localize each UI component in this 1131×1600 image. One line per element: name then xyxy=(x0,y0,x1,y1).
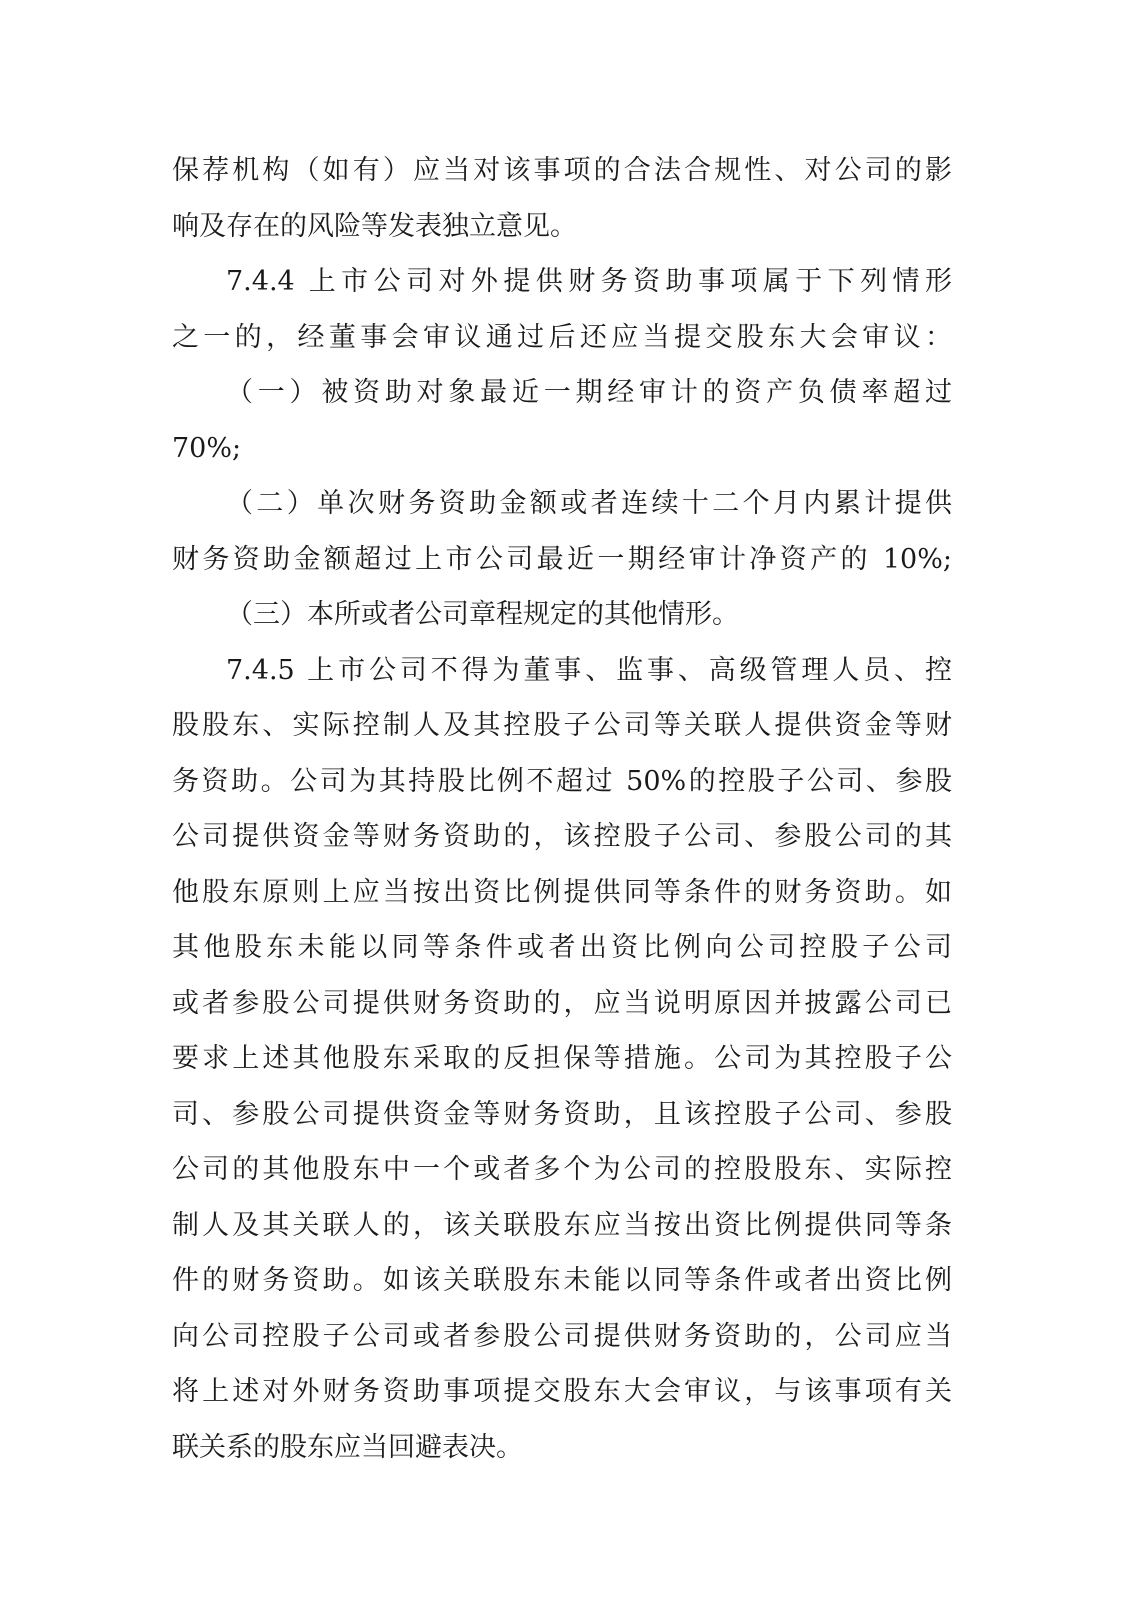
text-line: 股股东、实际控制人及其控股子公司等关联人提供资金等财 xyxy=(172,710,952,741)
text-line: 务资助。公司为其持股比例不超过 50%的控股子公司、参股 xyxy=(172,765,952,797)
text-line: 要求上述其他股东采取的反担保等措施。公司为其控股子公 xyxy=(172,1043,952,1074)
text-line: 7.4.5 上市公司不得为董事、监事、高级管理人员、控 xyxy=(226,654,952,686)
text-line: 其他股东未能以同等条件或者出资比例向公司控股子公司 xyxy=(172,932,952,963)
text-line: 司、参股公司提供资金等财务资助，且该控股子公司、参股 xyxy=(172,1098,952,1130)
text-line: 响及存在的风险等发表独立意见。 xyxy=(172,210,577,242)
text-line: 制人及其关联人的，该关联股东应当按出资比例提供同等条 xyxy=(172,1209,952,1241)
text-line: （三）本所或者公司章程规定的其他情形。 xyxy=(226,599,739,630)
text-line: 7.4.4 上市公司对外提供财务资助事项属于下列情形 xyxy=(226,266,952,297)
text-line: 或者参股公司提供财务资助的，应当说明原因并披露公司已 xyxy=(172,987,952,1019)
text-line: 之一的，经董事会审议通过后还应当提交股东大会审议： xyxy=(172,321,952,353)
text-line: （一）被资助对象最近一期经审计的资产负债率超过 xyxy=(226,377,952,408)
text-line: （二）单次财务资助金额或者连续十二个月内累计提供 xyxy=(226,488,952,519)
text-line: 保荐机构（如有）应当对该事项的合法合规性、对公司的影 xyxy=(172,155,952,186)
text-line: 公司提供资金等财务资助的，该控股子公司、参股公司的其 xyxy=(172,821,952,852)
text-line: 70%; xyxy=(172,432,242,464)
text-line: 件的财务资助。如该关联股东未能以同等条件或者出资比例 xyxy=(172,1265,952,1296)
text-line: 财务资助金额超过上市公司最近一期经审计净资产的 10%; xyxy=(172,543,952,575)
text-line: 公司的其他股东中一个或者多个为公司的控股股东、实际控 xyxy=(172,1154,952,1185)
text-line: 他股东原则上应当按出资比例提供同等条件的财务资助。如 xyxy=(172,876,952,908)
text-line: 向公司控股子公司或者参股公司提供财务资助的，公司应当 xyxy=(172,1320,952,1352)
text-line: 将上述对外财务资助事项提交股东大会审议，与该事项有关 xyxy=(172,1376,952,1407)
text-line: 联关系的股东应当回避表决。 xyxy=(172,1431,523,1463)
document-body xyxy=(172,143,952,1475)
